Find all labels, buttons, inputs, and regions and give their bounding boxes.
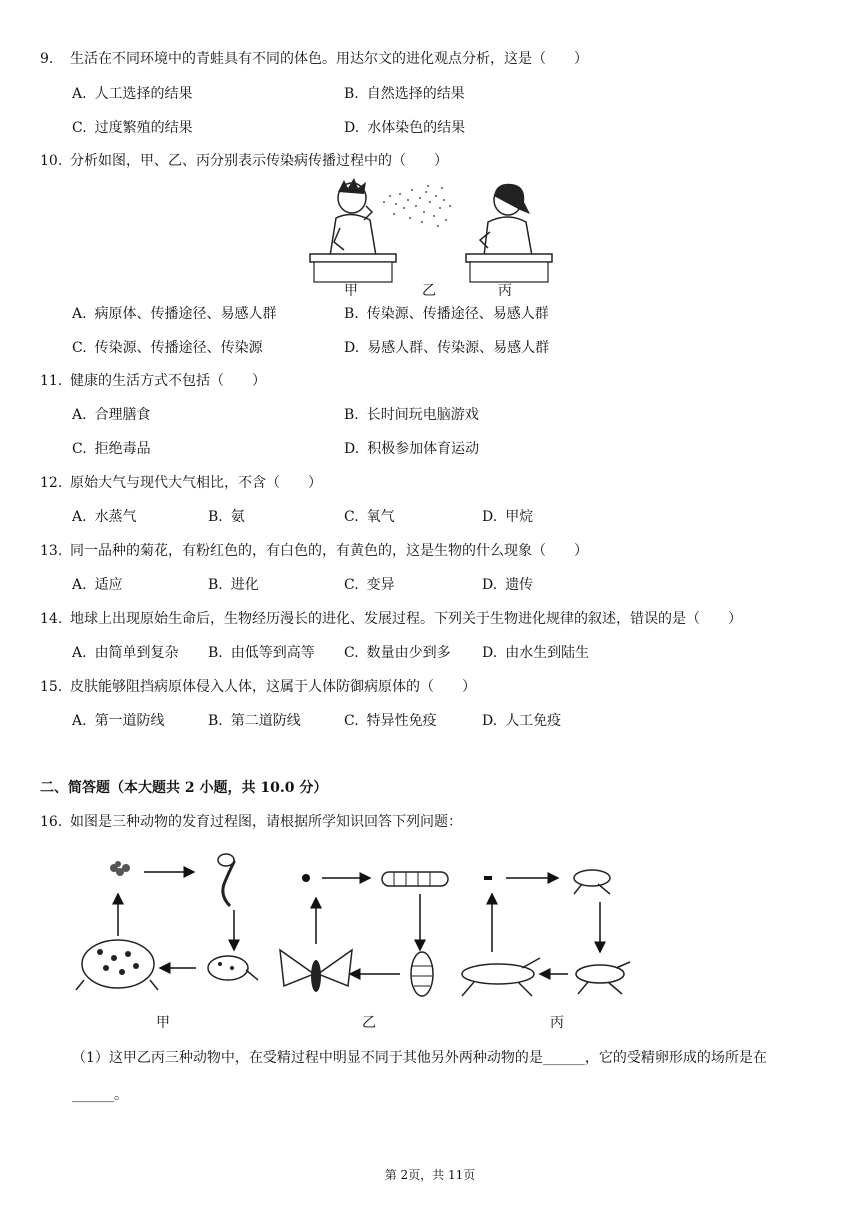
question-9 [40,48,588,68]
question-stem: 生活在不同环境中的青蛙具有不同的体色。用达尔文的进化观点分析，这是（ ） [70,51,588,67]
subquestion-1-line-2: ______。 [72,1087,128,1103]
option-c[interactable]: C. 变异 [344,577,395,593]
question-15 [40,676,476,696]
option-a[interactable]: A. 适应 [72,577,123,593]
option-d[interactable]: D. 人工免疫 [482,713,562,729]
desk-icon [466,254,552,282]
option-b[interactable]: B. 由低等到高等 [208,645,315,661]
option-a[interactable]: A. 人工选择的结果 [72,86,193,102]
option-d[interactable]: D. 易感人群、传染源、易感人群 [344,340,550,356]
adult-frog-icon [76,940,158,990]
figure-label-bing: 丙 [498,283,512,299]
question-stem: 健康的生活方式不包括（ ） [70,373,266,389]
question-number: 12. [40,475,63,491]
option-a[interactable]: A. 第一道防线 [72,713,165,729]
figure-label-yi: 乙 [422,283,436,299]
section-title: 二、简答题（本大题共 2 小题，共 10.0 分） [40,780,328,796]
question-11 [40,370,266,390]
option-a[interactable]: A. 合理膳食 [72,407,151,423]
question-13 [40,540,588,560]
question-10 [40,150,448,170]
option-b[interactable]: B. 传染源、传播途径、易感人群 [344,306,549,322]
desk-icon [310,254,396,282]
option-b[interactable]: B. 进化 [208,577,259,593]
figure-label-yi: 乙 [362,1015,376,1031]
question-stem: 地球上出现原始生命后，生物经历漫长的进化、发展过程。下列关于生物进化规律的叙述，错误的是（ ） [70,611,742,627]
locust-egg-icon [484,876,492,880]
option-d[interactable]: D. 积极参加体育运动 [344,441,480,457]
option-b[interactable]: B. 第二道防线 [208,713,301,729]
question-16 [40,811,462,831]
adult-locust-icon [462,958,540,996]
question-number: 10. [40,153,63,169]
question-stem: 同一品种的菊花，有粉红色的，有白色的，有黄色的，这是生物的什么现象（ ） [70,543,588,559]
question-stem: 原始大气与现代大气相比，不含（ ） [70,475,322,491]
young-frog-icon [208,956,258,980]
option-a[interactable]: A. 水蒸气 [72,509,137,525]
question-number: 14. [40,611,63,627]
animal-development-figure [70,840,650,1040]
option-d[interactable]: D. 甲烷 [482,509,534,525]
figure-label-bing: 丙 [550,1015,564,1031]
question-number: 16. [40,814,63,830]
option-d[interactable]: D. 水体染色的结果 [344,120,466,136]
life-cycle-diagram [70,840,650,1040]
option-c[interactable]: C. 数量由少到多 [344,645,451,661]
sneezing-boy-icon [330,178,376,256]
insect-egg-icon [302,874,310,882]
question-stem: 皮肤能够阻挡病原体侵入人体，这属于人体防御病原体的（ ） [70,679,476,695]
moth-icon [280,950,352,992]
option-c[interactable]: C. 氧气 [344,509,395,525]
option-c[interactable]: C. 拒绝毒品 [72,441,151,457]
question-number: 13. [40,543,63,559]
option-b[interactable]: B. 长时间玩电脑游戏 [344,407,479,423]
option-c[interactable]: C. 传染源、传播途径、传染源 [72,340,263,356]
tadpole-icon [218,854,234,906]
option-d[interactable]: D. 由水生到陆生 [482,645,590,661]
question-12 [40,472,322,492]
option-c[interactable]: C. 过度繁殖的结果 [72,120,193,136]
question-stem: 如图是三种动物的发育过程图，请根据所学知识回答下列问题： [70,814,462,830]
option-b[interactable]: B. 氨 [208,509,245,525]
question-number: 11. [40,373,63,389]
question-stem: 分析如图，甲、乙、丙分别表示传染病传播过程中的（ ） [70,153,448,169]
question-number: 15. [40,679,63,695]
page-footer: 第 2页，共 11页 [384,1168,476,1182]
question-number: 9. [40,51,54,67]
frog-eggs-icon [110,861,130,876]
figure-label-jia: 甲 [344,283,358,299]
nymph-icon [576,962,630,994]
girl-icon [480,184,532,256]
larva-icon [382,872,448,886]
option-a[interactable]: A. 由简单到复杂 [72,645,179,661]
figure-label-jia: 甲 [156,1015,170,1031]
droplet-spray-icon [383,185,451,227]
option-d[interactable]: D. 遗传 [482,577,534,593]
pupa-icon [411,952,433,996]
option-a[interactable]: A. 病原体、传播途径、易感人群 [72,306,277,322]
subquestion-1-line-1: （1）这甲乙丙三种动物中，在受精过程中明显不同于其他另外两种动物的是______，它的受精卵形成的场所是在 [72,1050,767,1066]
nymph-icon [574,870,610,894]
option-c[interactable]: C. 特异性免疫 [344,713,437,729]
option-b[interactable]: B. 自然选择的结果 [344,86,465,102]
question-14 [40,608,742,628]
disease-transmission-figure [300,176,560,298]
